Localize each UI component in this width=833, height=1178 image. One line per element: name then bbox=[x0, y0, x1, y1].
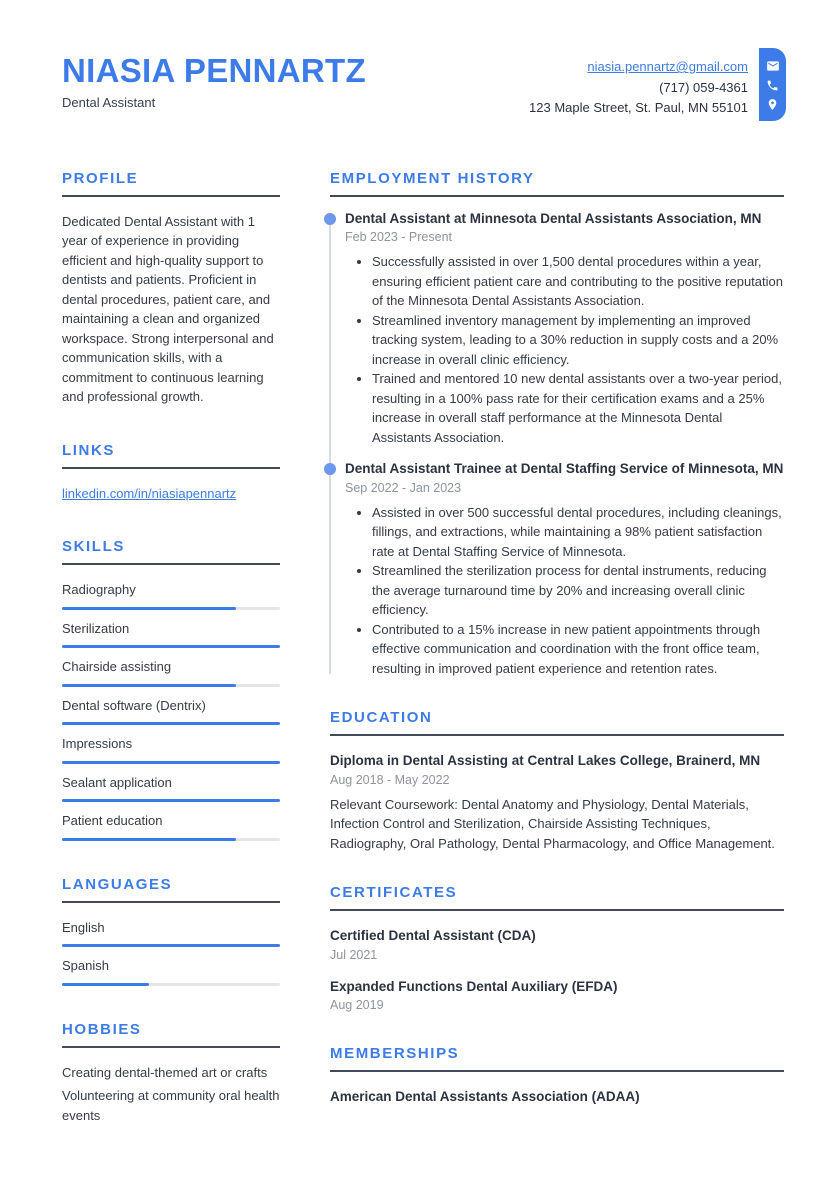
candidate-job-title: Dental Assistant bbox=[62, 95, 156, 110]
skill-label: Patient education bbox=[62, 813, 163, 828]
skill-item bbox=[62, 773, 280, 803]
contact-icon-pill bbox=[759, 48, 786, 121]
certificates-section bbox=[330, 883, 784, 1014]
skill-bar-fill bbox=[62, 799, 280, 802]
links-section bbox=[62, 441, 280, 504]
profile-text: Dedicated Dental Assistant with 1 year of experience in providing efficient and high-quality support to dentists and patients. Proficient in dental procedures, patient care, and maintaining a clean and organized workspace. Strong interpersonal and communication skills, with a commitment to continuous learning and professional growth. bbox=[62, 213, 274, 404]
skills-section bbox=[62, 537, 280, 841]
language-item bbox=[62, 918, 280, 948]
links-heading: LINKS bbox=[62, 441, 280, 469]
phone-icon bbox=[766, 79, 779, 92]
envelope-icon bbox=[766, 59, 780, 73]
skill-bar-track bbox=[62, 607, 280, 610]
job-bullet: • Contributed to a 15% increase in new patient appointments through effective communication and coordination with the front office team, resulting in improved patient experience and retention rates. bbox=[372, 620, 784, 679]
hobbies-section bbox=[62, 1020, 280, 1126]
hobbies-heading: HOBBIES bbox=[62, 1020, 280, 1048]
skill-item bbox=[62, 580, 280, 610]
skill-label: Radiography bbox=[62, 582, 136, 597]
certificate-title: Expanded Functions Dental Auxiliary (EFDA) bbox=[330, 978, 618, 994]
contact-info bbox=[529, 57, 748, 119]
education-description: Relevant Coursework: Dental Anatomy and Physiology, Dental Materials, Infection Control and Sterilization, Chairside Assisting Techniques, Radiography, Oral Pathology, Dental Pharmacology, and Office Management. bbox=[330, 796, 775, 851]
profile-heading: PROFILE bbox=[62, 169, 280, 197]
certificate-entry bbox=[330, 926, 784, 964]
education-entry bbox=[330, 751, 784, 853]
job-bullet-list bbox=[345, 503, 784, 679]
skill-bar-fill bbox=[62, 645, 280, 648]
skill-label: Sealant application bbox=[62, 774, 172, 790]
job-dates: Sep 2022 - Jan 2023 bbox=[345, 480, 462, 495]
hobby-item: Creating dental-themed art or crafts bbox=[62, 1064, 268, 1080]
skill-bar-fill bbox=[62, 761, 280, 764]
language-bar-track bbox=[62, 983, 280, 986]
education-dates: Aug 2018 - May 2022 bbox=[330, 772, 450, 787]
languages-section bbox=[62, 875, 280, 986]
email-link[interactable]: niasia.pennartz@gmail.com bbox=[587, 59, 748, 74]
job-bullet: • Successfully assisted in over 1,500 dental procedures within a year, ensuring efficient patient care and contributing to the positive reputation of the Minnesota Dental Assistants Association. bbox=[372, 252, 784, 311]
skill-bar-fill bbox=[62, 684, 236, 687]
memberships-heading: MEMBERSHIPS bbox=[330, 1044, 784, 1072]
contact-email-row bbox=[529, 57, 748, 78]
skill-bar-fill bbox=[62, 607, 236, 610]
skill-item bbox=[62, 734, 280, 764]
skill-label: Chairside assisting bbox=[62, 659, 172, 674]
candidate-name: NIASIA PENNARTZ bbox=[62, 52, 366, 89]
skill-item bbox=[62, 696, 280, 726]
job-bullet: • Streamlined the sterilization process for dental instruments, reducing the average turnaround time by 20% and increasing overall clinic efficiency. bbox=[372, 561, 784, 620]
timeline-dot-icon bbox=[324, 463, 336, 475]
contact-address: 123 Maple Street, St. Paul, MN 55101 bbox=[529, 100, 748, 115]
job-title: Dental Assistant Trainee at Dental Staffing Service of Minnesota, MN bbox=[345, 461, 784, 476]
skill-label: Dental software (Dentrix) bbox=[62, 697, 206, 713]
skill-label: Sterilization bbox=[62, 620, 130, 636]
skill-label: Impressions bbox=[62, 736, 133, 751]
language-label: Spanish bbox=[62, 958, 109, 973]
job-entry bbox=[330, 209, 784, 448]
language-label: English bbox=[62, 919, 105, 935]
contact-phone: (717) 059-4361 bbox=[659, 79, 748, 95]
language-item bbox=[62, 956, 280, 986]
skill-item bbox=[62, 657, 280, 687]
membership-entry bbox=[330, 1087, 784, 1107]
job-entry bbox=[330, 459, 784, 678]
language-bar-fill bbox=[62, 944, 280, 947]
certificates-heading: CERTIFICATES bbox=[330, 883, 784, 911]
skills-heading: SKILLS bbox=[62, 537, 280, 565]
membership-title: American Dental Assistants Association (ADAA) bbox=[330, 1089, 640, 1104]
languages-heading: LANGUAGES bbox=[62, 875, 280, 903]
skill-bar-fill bbox=[62, 722, 280, 725]
job-bullet: • Trained and mentored 10 new dental assistants over a two-year period, resulting in a 100% pass rate for their certification exams and a 25% increase in overall staff performance at the Minnesota Dental Assistants Association. bbox=[372, 369, 784, 447]
skill-bar-track bbox=[62, 761, 280, 764]
job-bullet: • Assisted in over 500 successful dental procedures, including cleanings, fillings, and extractions, while maintaining a 98% patient satisfaction rate at Dental Staffing Service of Minnesota. bbox=[372, 503, 784, 562]
skill-bar-track bbox=[62, 645, 280, 648]
memberships-section bbox=[330, 1044, 784, 1107]
skill-bar-fill bbox=[62, 838, 236, 841]
skill-item bbox=[62, 811, 280, 841]
certificate-title: Certified Dental Assistant (CDA) bbox=[330, 928, 536, 943]
skill-bar-track bbox=[62, 838, 280, 841]
employment-heading: EMPLOYMENT HISTORY bbox=[330, 169, 784, 197]
education-section bbox=[330, 708, 784, 853]
employment-timeline bbox=[330, 209, 784, 679]
hobby-item: Volunteering at community oral health events bbox=[62, 1088, 280, 1123]
job-bullet-list bbox=[345, 252, 784, 447]
content-columns bbox=[0, 169, 833, 1160]
job-dates: Feb 2023 - Present bbox=[345, 230, 453, 244]
sidebar bbox=[62, 169, 280, 1160]
skill-bar-track bbox=[62, 722, 280, 725]
linkedin-link[interactable]: linkedin.com/in/niasiapennartz bbox=[62, 485, 237, 501]
language-bar-fill bbox=[62, 983, 149, 986]
job-title: Dental Assistant at Minnesota Dental Assistants Association, MN bbox=[345, 210, 762, 226]
main-column bbox=[330, 169, 784, 1160]
education-title: Diploma in Dental Assisting at Central Lakes College, Brainerd, MN bbox=[330, 753, 761, 768]
location-pin-icon bbox=[766, 98, 779, 111]
profile-section bbox=[62, 169, 280, 407]
job-bullet: • Streamlined inventory management by implementing an improved tracking system, leading to a 30% reduction in supply costs and a 20% increase in overall clinic efficiency. bbox=[372, 311, 784, 370]
certificate-dates: Aug 2019 bbox=[330, 998, 384, 1012]
employment-section bbox=[330, 169, 784, 679]
skill-bar-track bbox=[62, 799, 280, 802]
language-bar-track bbox=[62, 944, 280, 947]
skill-item bbox=[62, 619, 280, 649]
header bbox=[0, 0, 833, 113]
timeline-dot-icon bbox=[324, 213, 336, 225]
education-heading: EDUCATION bbox=[330, 708, 784, 736]
skill-bar-track bbox=[62, 684, 280, 687]
certificate-dates: Jul 2021 bbox=[330, 947, 378, 962]
certificate-entry bbox=[330, 977, 784, 1015]
